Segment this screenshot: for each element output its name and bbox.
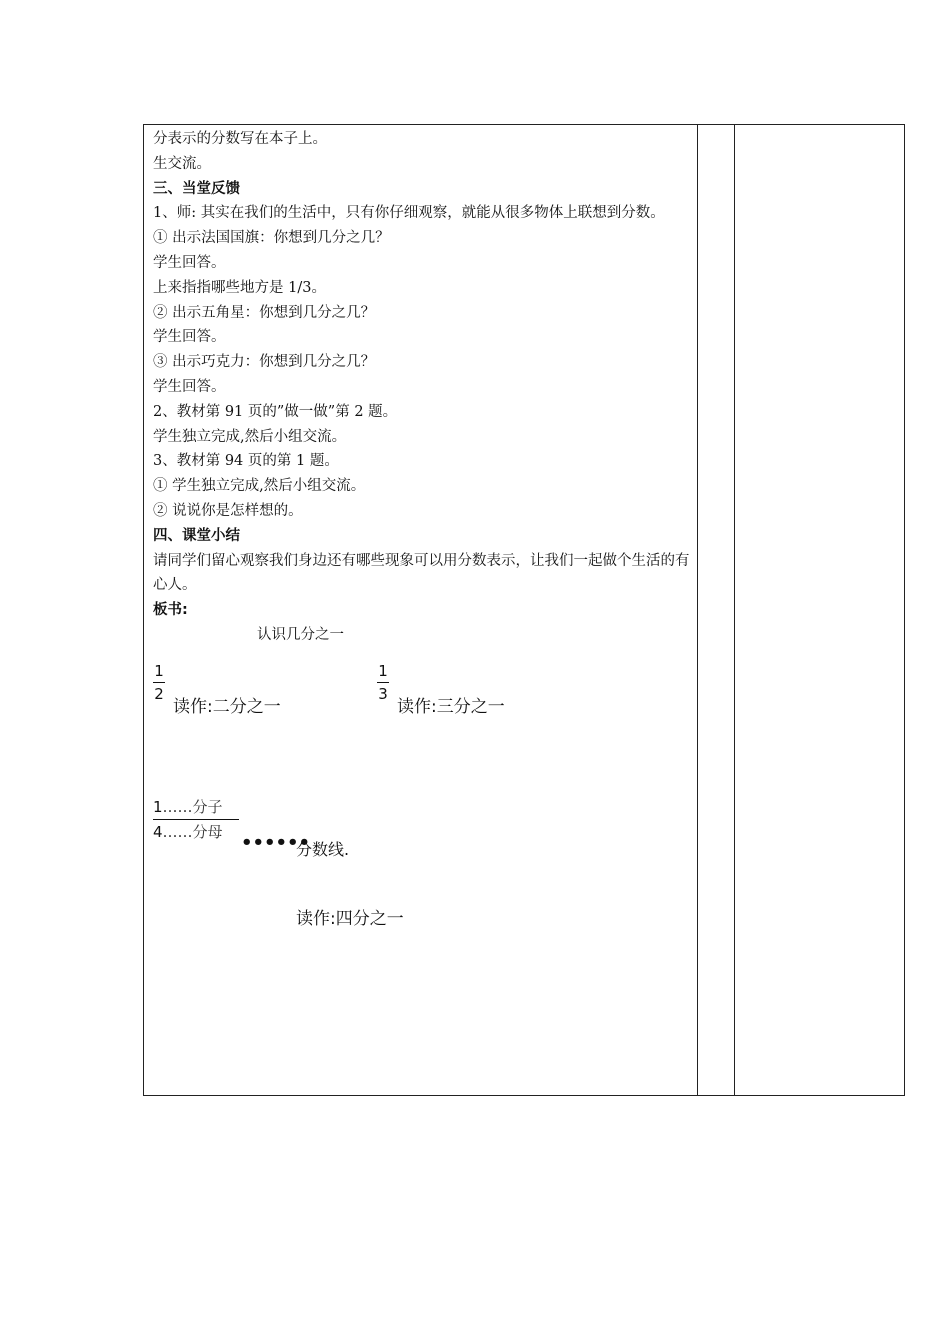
blackboard-layout bbox=[153, 623, 691, 1093]
text-line: 学生回答。 bbox=[153, 378, 226, 395]
denominator: 3 bbox=[378, 684, 388, 703]
fraction-bar bbox=[153, 682, 165, 683]
text-line: 分表示的分数写在本子上。 bbox=[153, 131, 327, 147]
text-paragraph: 1、师: 其实在我们的生活中，只有你仔细观察，就能从很多物体上联想到分数。 bbox=[153, 205, 665, 222]
board-heading: 板书: bbox=[153, 602, 188, 619]
numerator: 1 bbox=[154, 661, 164, 680]
numerator-row bbox=[153, 797, 241, 817]
text-line: ② 说说你是怎样想的。 bbox=[153, 502, 303, 519]
text-line: 学生独立完成,然后小组交流。 bbox=[153, 428, 347, 445]
fraction-line-label: 分数线. bbox=[296, 839, 350, 859]
text-line: ① 出示法国国旗：你想到几分之几？ bbox=[153, 230, 390, 247]
column-divider bbox=[697, 125, 698, 1095]
section-heading: 三、当堂反馈 bbox=[153, 180, 240, 197]
numerator: 1 bbox=[378, 661, 388, 680]
text-line: 上来指指哪些地方是 1/3。 bbox=[153, 279, 326, 296]
lesson-table bbox=[143, 124, 905, 1096]
text-line: 3、教材第 94 页的第 1 题。 bbox=[153, 453, 339, 470]
text-line: 学生回答。 bbox=[153, 329, 226, 346]
text-line: 生交流。 bbox=[153, 155, 211, 172]
reading-third: 读作:三分之一 bbox=[397, 696, 505, 717]
reading-quarter: 读作:四分之一 bbox=[296, 908, 404, 929]
denominator-row bbox=[153, 822, 241, 842]
leader-dots: •••••• bbox=[241, 831, 311, 853]
fraction-half bbox=[153, 663, 165, 703]
numerator-label: ……分子 bbox=[162, 797, 223, 816]
section-heading: 四、课堂小结 bbox=[153, 527, 240, 544]
text-line: ② 出示五角星：你想到几分之几？ bbox=[153, 304, 376, 321]
main-content-cell bbox=[153, 127, 691, 1093]
denominator-label: ……分母 bbox=[162, 822, 223, 841]
fraction-third bbox=[377, 663, 389, 703]
denominator: 4 bbox=[153, 822, 163, 841]
board-title: 认识几分之一 bbox=[257, 626, 344, 643]
fraction-quarter-diagram bbox=[153, 797, 241, 842]
column-divider bbox=[734, 125, 735, 1095]
text-paragraph: 请同学们留心观察我们身边还有哪些现象可以用分数表示，让我们一起做个生活的有心人。 bbox=[153, 552, 690, 594]
reading-half: 读作:二分之一 bbox=[173, 696, 281, 717]
denominator: 2 bbox=[154, 684, 164, 703]
numerator: 1 bbox=[153, 797, 163, 816]
fraction-bar bbox=[377, 682, 389, 683]
text-line: ① 学生独立完成,然后小组交流。 bbox=[153, 478, 366, 495]
text-line: ③ 出示巧克力：你想到几分之几？ bbox=[153, 354, 376, 371]
text-line: 2、教材第 91 页的”做一做”第 2 题。 bbox=[153, 403, 398, 420]
fraction-bar bbox=[153, 819, 239, 820]
text-line: 学生回答。 bbox=[153, 254, 226, 271]
